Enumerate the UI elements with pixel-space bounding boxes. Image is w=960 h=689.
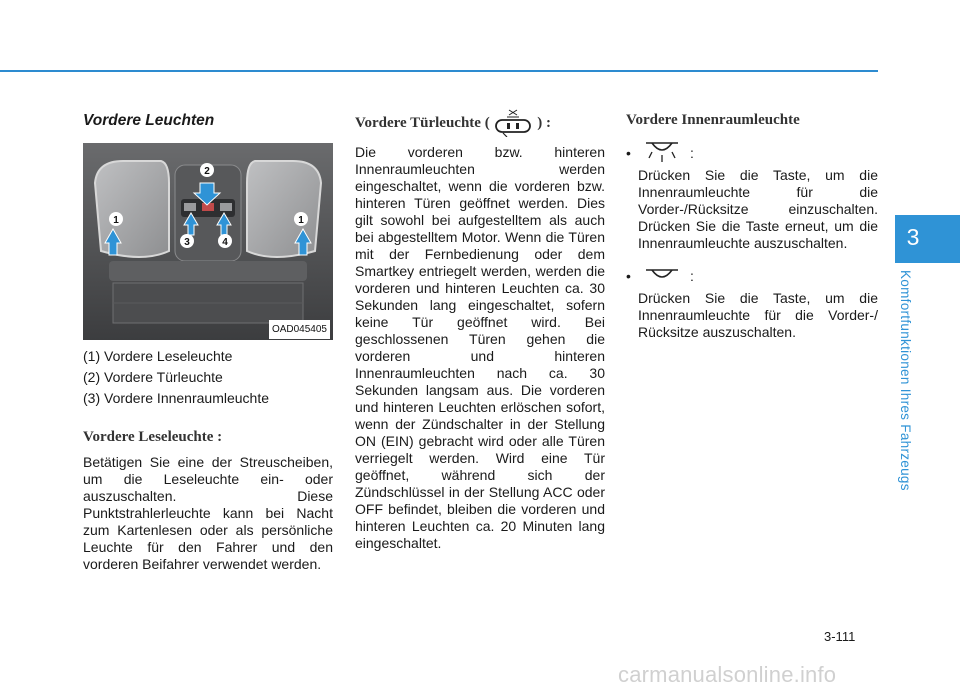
overhead-console-figure [83, 143, 333, 340]
page-number: 3-111 [824, 629, 856, 644]
chapter-number: 3 [906, 224, 920, 250]
callout-2: 2 [204, 166, 210, 177]
column-3 [626, 108, 878, 341]
door-lamp-heading [355, 108, 605, 138]
callout-1-right: 1 [298, 215, 304, 226]
colon: : [690, 267, 694, 284]
reading-lamp-text: Betätigen Sie eine der Streuscheiben, um die Leseleuchte ein- oder auszuschalten. Diese Punktstrahlerleuchte kann bei Nacht zum Kartenlesen oder als persönliche Leuchte für den Fahrer und den vorderen Beifahrer verwendet werden. [83, 454, 333, 572]
legend-item: (3) Vordere Innenraumleuchte [83, 390, 269, 406]
header-rule [0, 70, 878, 72]
chapter-title-vertical [897, 270, 929, 500]
legend-item: (2) Vordere Türleuchte [83, 369, 223, 385]
list-item [626, 262, 878, 290]
figure-legend [83, 348, 333, 407]
callout-1-left: 1 [113, 215, 119, 226]
door-lamp-heading-pre: Vordere Türleuchte ( [355, 115, 490, 131]
callout-3: 3 [184, 237, 190, 248]
colon: : [690, 144, 694, 161]
door-lamp-heading-post: ) : [537, 115, 551, 131]
column-2 [355, 108, 605, 552]
callout-4: 4 [222, 237, 228, 248]
bullet: • [626, 267, 631, 284]
interior-lamp-heading: Vordere Innenraumleuchte [626, 112, 800, 128]
figure-code: OAD045405 [269, 320, 330, 339]
lamp-off-icon [640, 262, 684, 290]
subheading-reading-lamp: Vordere Leseleuchte : [83, 429, 223, 445]
lamp-off-text: Drücken Sie die Taste, um die Innenraumleuchte für die Vorder-/ Rücksitze auszuschalten. [638, 290, 878, 340]
door-lamp-icon [493, 107, 533, 137]
list-item [626, 139, 878, 167]
legend-item: (1) Vordere Leseleuchte [83, 348, 233, 364]
door-lamp-text: Die vorderen bzw. hinteren Innenraumleuchten werden eingeschaltet, wenn die vorderen bzw. hinteren Türen geöffnet werden. Dies gilt sowohl bei aufgestelltem als auch bei abgestelltem Motor. Wenn die Türen mit der Fernbedienung oder dem Smartkey entriegelt werden, werden die vorderen und hinteren Leuchten ca. 30 Sekunden lang eingeschaltet, sofern keine Tür geöffnet wird. Bei geschlossenen Türen gehen die vorderen und hinteren Innenraumleuchten nach ca. 30 Sekunden langsam aus. Die vorderen und hinteren Leuchten erlöschen sofort, wenn der Zündschalter in der Stellung ON (EIN) gebracht wird oder alle Türen verriegelt werden. Wird eine Tür geöffnet, während sich der Zündschlüssel in der Stellung ACC oder OFF befindet, bleiben die vorderen und hinteren Leuchten ca. 20 Minuten lang eingeschaltet. [355, 144, 605, 551]
column-1 [83, 108, 333, 573]
lamp-on-text: Drücken Sie die Taste, um die Innenraumleuchte für die Vorder-/Rücksitze einzuschalten. Drücken Sie die Taste erneut, um die Innenraumleuchte auszuschalten. [638, 167, 878, 251]
bullet: • [626, 144, 631, 161]
chapter-title: Komfortfunktionen Ihres Fahrzeugs [898, 270, 913, 491]
section-heading: Vordere Leuchten [83, 112, 215, 129]
watermark: carmanualsonline.info [618, 662, 837, 687]
console-illustration [83, 143, 333, 340]
lamp-on-icon [640, 139, 684, 167]
chapter-tab [895, 215, 960, 263]
